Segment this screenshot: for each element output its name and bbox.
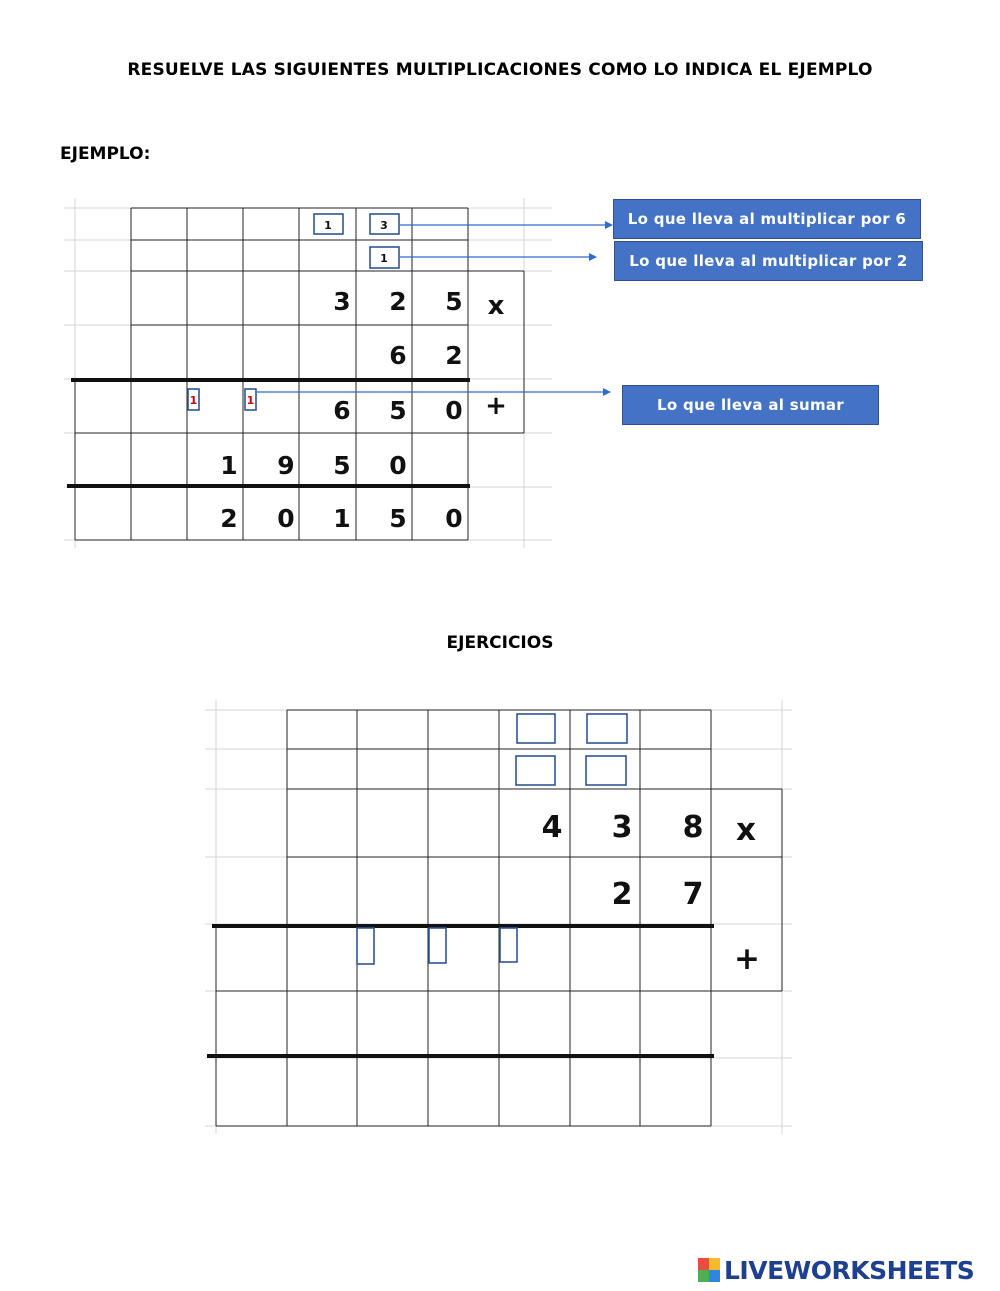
exercise-carry-input-2[interactable] <box>587 714 627 743</box>
exercise-add-sign: + <box>734 941 760 977</box>
callout-carry-mult-2: Lo que lleva al multiplicar por 2 <box>614 241 923 281</box>
exercise-multiplicand-digit-3: 8 <box>682 810 704 845</box>
callout-carry-sum: Lo que lleva al sumar <box>622 385 879 425</box>
liveworksheets-logo-icon <box>698 1258 720 1282</box>
logo-square-4 <box>709 1270 720 1282</box>
exercise-partial2-cell[interactable] <box>217 992 710 1054</box>
logo-square-2 <box>709 1258 720 1270</box>
exercise-multiply-sign: x <box>736 812 756 848</box>
example-multiplicand-digit-3: 5 <box>445 287 463 316</box>
example-partial2-digit-1: 1 <box>220 451 238 480</box>
exercise-carry-input-1[interactable] <box>517 714 555 743</box>
example-sum-carry-digit-2: 1 <box>246 394 255 407</box>
exercise-grid <box>205 700 792 1134</box>
example-add-sign: + <box>485 391 507 421</box>
example-multiplier-digit-2: 2 <box>445 341 463 370</box>
example-multiplicand-digit-2: 2 <box>389 287 407 316</box>
example-multiplier-digit-1: 6 <box>389 341 407 370</box>
example-result-digit-4: 5 <box>389 504 407 533</box>
arrow-carry-6-head <box>605 221 613 229</box>
exercise-multiplier-digit-1: 2 <box>611 877 633 912</box>
example-partial1-digit-3: 0 <box>445 396 463 425</box>
arrow-carry-sum-head <box>603 388 611 396</box>
example-multiplicand-digit-1: 3 <box>333 287 351 316</box>
example-partial2-digit-3: 5 <box>333 451 351 480</box>
liveworksheets-logo-text: LIVEWORKSHEETS <box>724 1255 975 1285</box>
example-partial2-digit-2: 9 <box>277 451 295 480</box>
example-carry-digit-3: 1 <box>380 252 388 265</box>
example-partial1-digit-2: 5 <box>389 396 407 425</box>
exercise-carry-input-3[interactable] <box>516 756 555 785</box>
liveworksheets-logo[interactable] <box>698 1254 974 1286</box>
logo-square-1 <box>698 1258 709 1270</box>
callout-carry-mult-6: Lo que lleva al multiplicar por 6 <box>613 199 921 239</box>
exercise-multiplicand-digit-2: 3 <box>611 810 633 845</box>
exercise-partial1-cell[interactable] <box>217 928 710 990</box>
logo-square-3 <box>698 1270 709 1282</box>
example-partial2-digit-4: 0 <box>389 451 407 480</box>
exercise-multiplier-digit-2: 7 <box>682 877 704 912</box>
example-partial1-digit-1: 6 <box>333 396 351 425</box>
example-result-digit-2: 0 <box>277 504 295 533</box>
arrow-carry-2-head <box>589 253 597 261</box>
exercise-multiplicand-digit-1: 4 <box>541 810 563 845</box>
example-carry-digit-2: 3 <box>380 219 388 232</box>
example-multiply-sign: x <box>487 291 505 321</box>
example-grid <box>64 198 613 548</box>
example-result-digit-5: 0 <box>445 504 463 533</box>
example-carry-digit-1: 1 <box>324 219 332 232</box>
example-result-digit-1: 2 <box>220 504 238 533</box>
example-label: EJEMPLO: <box>60 144 151 164</box>
example-result-digit-3: 1 <box>333 504 351 533</box>
exercise-result-cell[interactable] <box>217 1059 710 1125</box>
instructions-title: RESUELVE LAS SIGUIENTES MULTIPLICACIONES COMO LO INDICA EL EJEMPLO <box>127 60 873 80</box>
exercises-label: EJERCICIOS <box>446 633 554 653</box>
example-sum-carry-digit-1: 1 <box>189 394 198 407</box>
exercise-carry-input-4[interactable] <box>586 756 626 785</box>
